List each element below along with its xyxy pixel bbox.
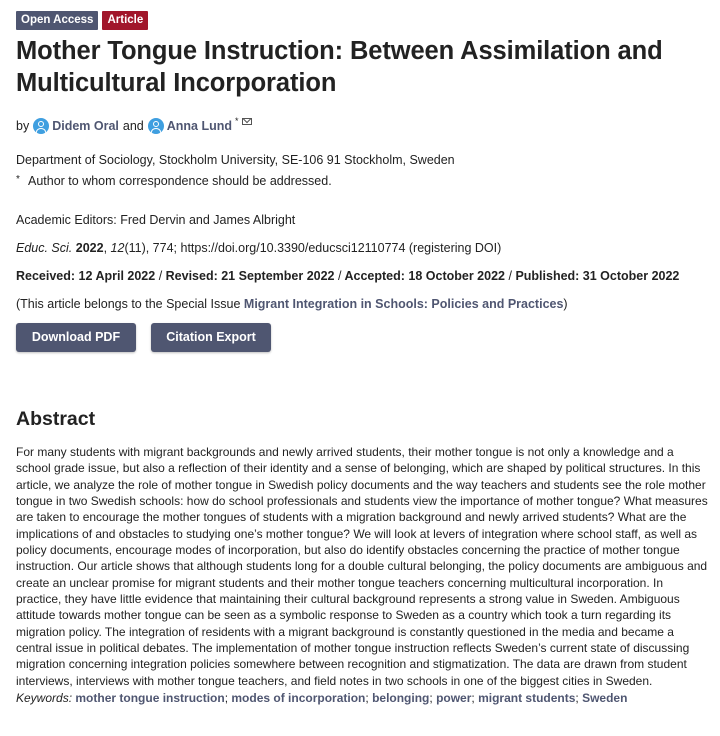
user-icon[interactable] [148, 118, 164, 134]
journal-name: Educ. Sci. [16, 241, 73, 255]
correspondence-note [16, 172, 710, 192]
date-separator: / [508, 269, 512, 283]
special-issue-note [16, 295, 710, 314]
article-page [16, 10, 710, 707]
correspondence-text: Author to whom correspondence should be addressed. [28, 174, 332, 188]
keywords-line: Keywords: mother tongue instruction; modes of incorporation; belonging; power; migrant students; Sweden [16, 691, 628, 706]
revised-date: Revised: 21 September 2022 [165, 269, 335, 283]
date-separator: / [158, 269, 163, 283]
action-buttons [16, 323, 710, 352]
email-icon[interactable] [242, 118, 252, 125]
keyword-link[interactable]: Sweden [582, 691, 628, 706]
keywords-label: Keywords: [16, 691, 73, 706]
author-link-didem-oral[interactable]: Didem Oral [52, 119, 119, 133]
special-issue-suffix: ) [563, 297, 568, 311]
correspondence-marker: * [16, 174, 20, 185]
received-date: Received: 12 April 2022 [16, 269, 156, 283]
citation-year: 2022 [75, 241, 104, 255]
academic-editors: Academic Editors: Fred Dervin and James Albright [16, 213, 296, 227]
author-link-anna-lund[interactable]: Anna Lund [166, 119, 233, 133]
publication-dates [16, 267, 710, 286]
special-issue-prefix: (This article belongs to the Special Issue [16, 297, 244, 311]
article-type-badge: Article [102, 11, 148, 30]
by-label: by [16, 119, 30, 133]
corresponding-marker: * [235, 116, 239, 126]
article-title: Mother Tongue Instruction: Between Assimilation and Multicultural Incorporation [16, 37, 663, 97]
keyword-link[interactable]: migrant students [478, 691, 576, 706]
special-issue-link[interactable]: Migrant Integration in Schools: Policies and Practices [243, 297, 564, 311]
and-label: and [122, 119, 144, 133]
keyword-link[interactable]: mother tongue instruction [75, 691, 225, 706]
abstract-heading: Abstract [16, 408, 96, 430]
accepted-date: Accepted: 18 October 2022 [344, 269, 505, 283]
author-line [16, 116, 710, 136]
citation-issue-doi[interactable]: (11), 774; https://doi.org/10.3390/educsci12110774 (registering DOI) [124, 241, 502, 255]
badge-row [16, 10, 710, 30]
open-access-badge[interactable]: Open Access [16, 11, 98, 30]
citation-export-button[interactable]: Citation Export [151, 323, 271, 352]
affiliation: Department of Sociology, Stockholm University, SE-106 91 Stockholm, Sweden [16, 153, 455, 167]
download-pdf-button[interactable]: Download PDF [16, 323, 136, 352]
keyword-link[interactable]: power [436, 691, 472, 706]
user-icon[interactable] [33, 118, 49, 134]
published-date: Published: 31 October 2022 [515, 269, 680, 283]
keyword-link[interactable]: modes of incorporation [231, 691, 366, 706]
citation-line: Educ. Sci. 2022, 12(11), 774; https://doi.org/10.3390/educsci12110774 (registering DOI) [16, 241, 502, 255]
citation-volume: 12 [110, 241, 125, 255]
keyword-link[interactable]: belonging [372, 691, 430, 706]
abstract-text: For many students with migrant backgrounds and newly arrived students, their mother tongue is not only a knowledge and a school grade issue, but also a reflection of their identity and a sense of belonging, which are shaped by political structures. In this article, we analyze the role of mother tongue in Swedish policy documents and the way teachers and students see the role mother tongue in two Swedish schools: how do school professionals and students view the importance of mother tongue? What measures are taken to encourage the mother tongues of students with a migration background and newly arrived students? What are the implications of and obstacles to studying one’s mother tongue? We will look at levers of integration where school staff, as well as policy documents, encourage modes of incorporation, but also do identify obstacles concerning the practice of mother tongue instruction. Our article shows that although students long for a double cultural belonging, the policy documents are ambiguous and create an unclear promise for migrant students and their mother tongue teachers concerning multicultural incorporation. In practice, they have little evidence that maintaining their cultural background represents a strong value in Sweden. Ambiguous attitude towards mother tongue can be seen as a symbolic response to Sweden as a country which took a turn regarding its migration policy. The integration of residents with a migrant background is constantly questioned in the media and became a central issue in political debates. The implementation of mother tongue instruction reflects Sweden’s current state of discussing migration concerning integration policies somewhere between recognition and stigmatization. The data are drawn from student interviews, interviews with mother tongue teachers, and field notes in two schools in one of the biggest cities in Sweden. [16, 445, 708, 688]
date-separator: / [337, 269, 342, 283]
